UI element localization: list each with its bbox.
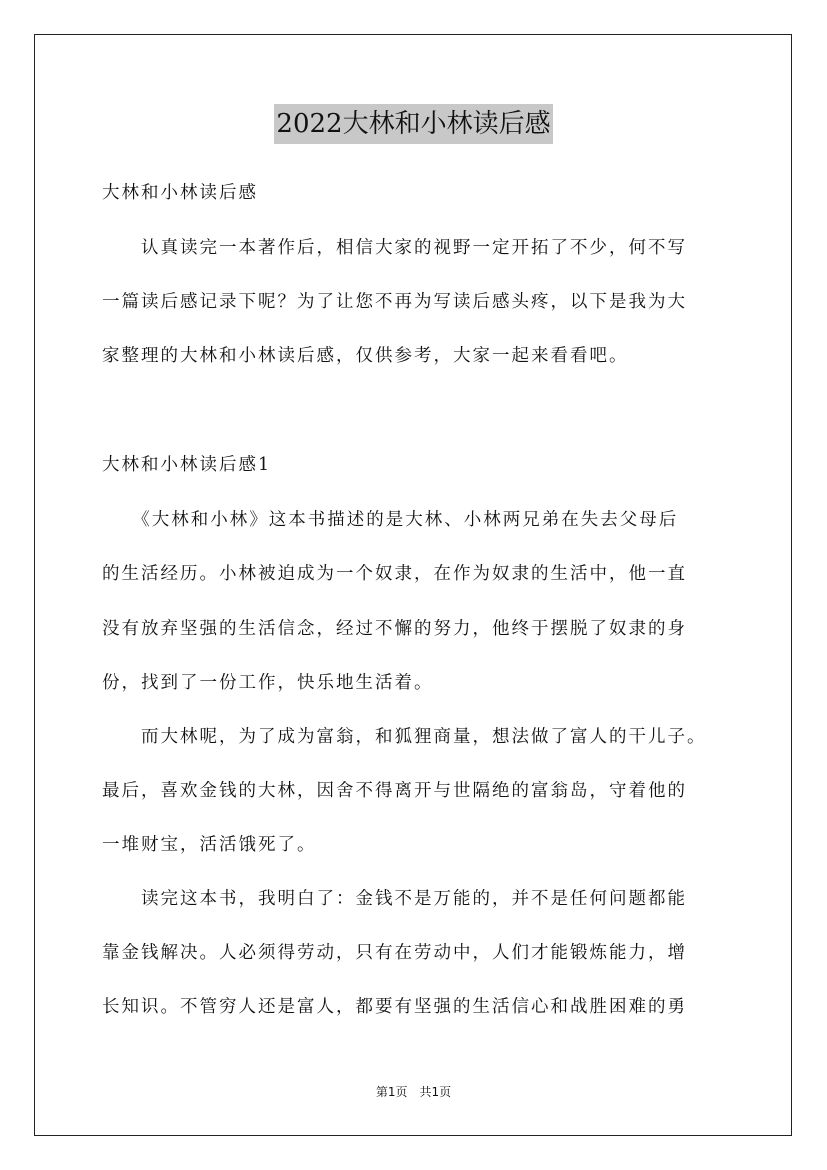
paragraph-line: 家整理的大林和小林读后感，仅供参考，大家一起来看看吧。 — [102, 346, 629, 366]
paragraph-line: 长知识。不管穷人还是富人，都要有坚强的生活信心和战胜困难的勇 — [102, 997, 687, 1017]
paragraph-line: 的生活经历。小林被迫成为一个奴隶，在作为奴隶的生活中，他一直 — [102, 564, 687, 584]
page-footer: 第1页 共1页 — [375, 1085, 452, 1099]
document-title-text: 2022大林和小林读后感 — [274, 104, 552, 144]
paragraph-line: 认真读完一本著作后，相信大家的视野一定开拓了不少，何不写 — [102, 238, 687, 258]
paragraph-line: 《大林和小林》这本书描述的是大林、小林两兄弟在失去父母后 — [102, 510, 679, 530]
paragraph-line: 份，找到了一份工作，快乐地生活着。 — [102, 673, 434, 693]
paragraph-line: 最后，喜欢金钱的大林，因舍不得离开与世隔绝的富翁岛，守着他的 — [102, 781, 687, 801]
paragraph-line: 读完这本书，我明白了：金钱不是万能的，并不是任何问题都能 — [102, 889, 687, 909]
document-title — [0, 102, 827, 144]
paragraph-line: 一篇读后感记录下呢？为了让您不再为写读后感头疼，以下是我为大 — [102, 292, 687, 312]
paragraph-line: 而大林呢，为了成为富翁，和狐狸商量，想法做了富人的干儿子。 — [102, 727, 707, 747]
section-heading: 大林和小林读后感1 — [102, 455, 272, 475]
paragraph-line: 没有放弃坚强的生活信念，经过不懈的努力，他终于摆脱了奴隶的身 — [102, 619, 687, 639]
section-heading: 大林和小林读后感 — [102, 183, 258, 203]
paragraph-line: 靠金钱解决。人必须得劳动，只有在劳动中，人们才能锻炼能力，增 — [102, 943, 687, 963]
paragraph-line: 一堆财宝，活活饿死了。 — [102, 835, 317, 855]
